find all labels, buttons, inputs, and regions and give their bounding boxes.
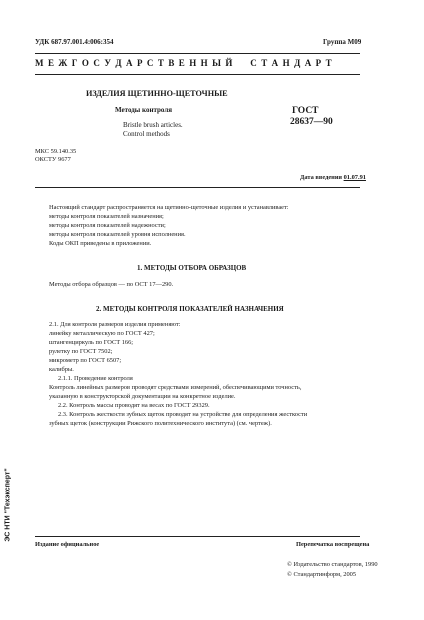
section-2-line: Контроль линейных размеров проводят средствами измерений, обеспечивающими точность,	[49, 384, 302, 391]
section-2-line: линейку металлическую по ГОСТ 427;	[49, 330, 155, 337]
side-watermark	[2, 395, 14, 620]
standard-banner: М Е Ж Г О С У Д А Р С Т В Е Н Н Ы Й С Т А Н Д А Р Т	[35, 58, 333, 68]
section-2-heading: 2. МЕТОДЫ КОНТРОЛЯ ПОКАЗАТЕЛЕЙ НАЗНАЧЕНИЯ	[96, 305, 284, 313]
section-2-line: зубных щеток (конструкции Рижского политехнического института) (см. чертеж).	[49, 420, 272, 427]
effective-date-value: 01.07.91	[343, 174, 366, 181]
section-2-line: 2.2. Контроль массы проводят на весах по ГОСТ 29329.	[58, 402, 210, 409]
section-2-line: 2.3. Контроль жесткости зубных щеток проводят на устройстве для определения жесткости	[58, 411, 308, 418]
section-1-text: Методы отбора образцов — по ОСТ 17—290.	[49, 281, 174, 288]
intro-line: методы контроля показателей надежности;	[49, 222, 166, 229]
section-2-line: рулетку по ГОСТ 7502;	[49, 348, 113, 355]
effective-date-label: Дата введения	[300, 174, 342, 181]
document-title: ИЗДЕЛИЯ ЩЕТИННО-ЩЕТОЧНЫЕ	[86, 89, 228, 98]
copyright-line-1: © Издательство стандартов, 1990	[287, 561, 378, 568]
section-1-heading: 1. МЕТОДЫ ОТБОРА ОБРАЗЦОВ	[137, 264, 247, 272]
reprint-prohibited: Перепечатка воспрещена	[296, 541, 370, 548]
document-subtitle: Методы контроля	[115, 106, 173, 114]
footer-rule	[35, 536, 360, 537]
intro-line: методы контроля показателей назначения;	[49, 213, 164, 220]
udk-code: УДК 687.97.001.4:006:354	[35, 38, 114, 46]
english-title-line-1: Bristle brush articles.	[123, 121, 183, 129]
gost-label: ГОСТ	[292, 106, 319, 116]
section-2-line: 2.1.1. Проведение контроля	[58, 375, 133, 382]
group-code: Группа М09	[323, 38, 362, 46]
section-2-line: калибры.	[49, 366, 74, 373]
effective-date	[300, 174, 366, 181]
intro-line: Настоящий стандарт распространяется на щетинно-щеточные изделия и устанавливает:	[49, 204, 289, 211]
section-2-line: указанную в конструкторской документации на конкретное изделие.	[49, 393, 236, 400]
side-watermark-text: ЭС НТИ "Техэксперт"	[4, 468, 12, 542]
okstu-code: ОКСТУ 9677	[35, 156, 71, 163]
date-rule	[35, 187, 360, 188]
gost-number: 28637—90	[290, 117, 333, 127]
english-title-line-2: Control methods	[123, 130, 170, 138]
mks-code: МКС 59.140.35	[35, 148, 77, 155]
intro-line: методы контроля показателей уровня исполнения.	[49, 231, 186, 238]
section-2-line: штангенциркуль по ГОСТ 166;	[49, 339, 134, 346]
header-rule	[35, 53, 360, 54]
banner-rule	[35, 74, 360, 75]
copyright-line-2: © Стандартинформ, 2005	[287, 571, 357, 578]
section-2-line: микрометр по ГОСТ 6507;	[49, 357, 122, 364]
official-edition: Издание официальное	[35, 541, 100, 548]
intro-line: Коды ОКП приведены в приложении.	[49, 240, 152, 247]
section-2-line: 2.1. Для контроля размеров изделия применяют:	[49, 321, 181, 328]
